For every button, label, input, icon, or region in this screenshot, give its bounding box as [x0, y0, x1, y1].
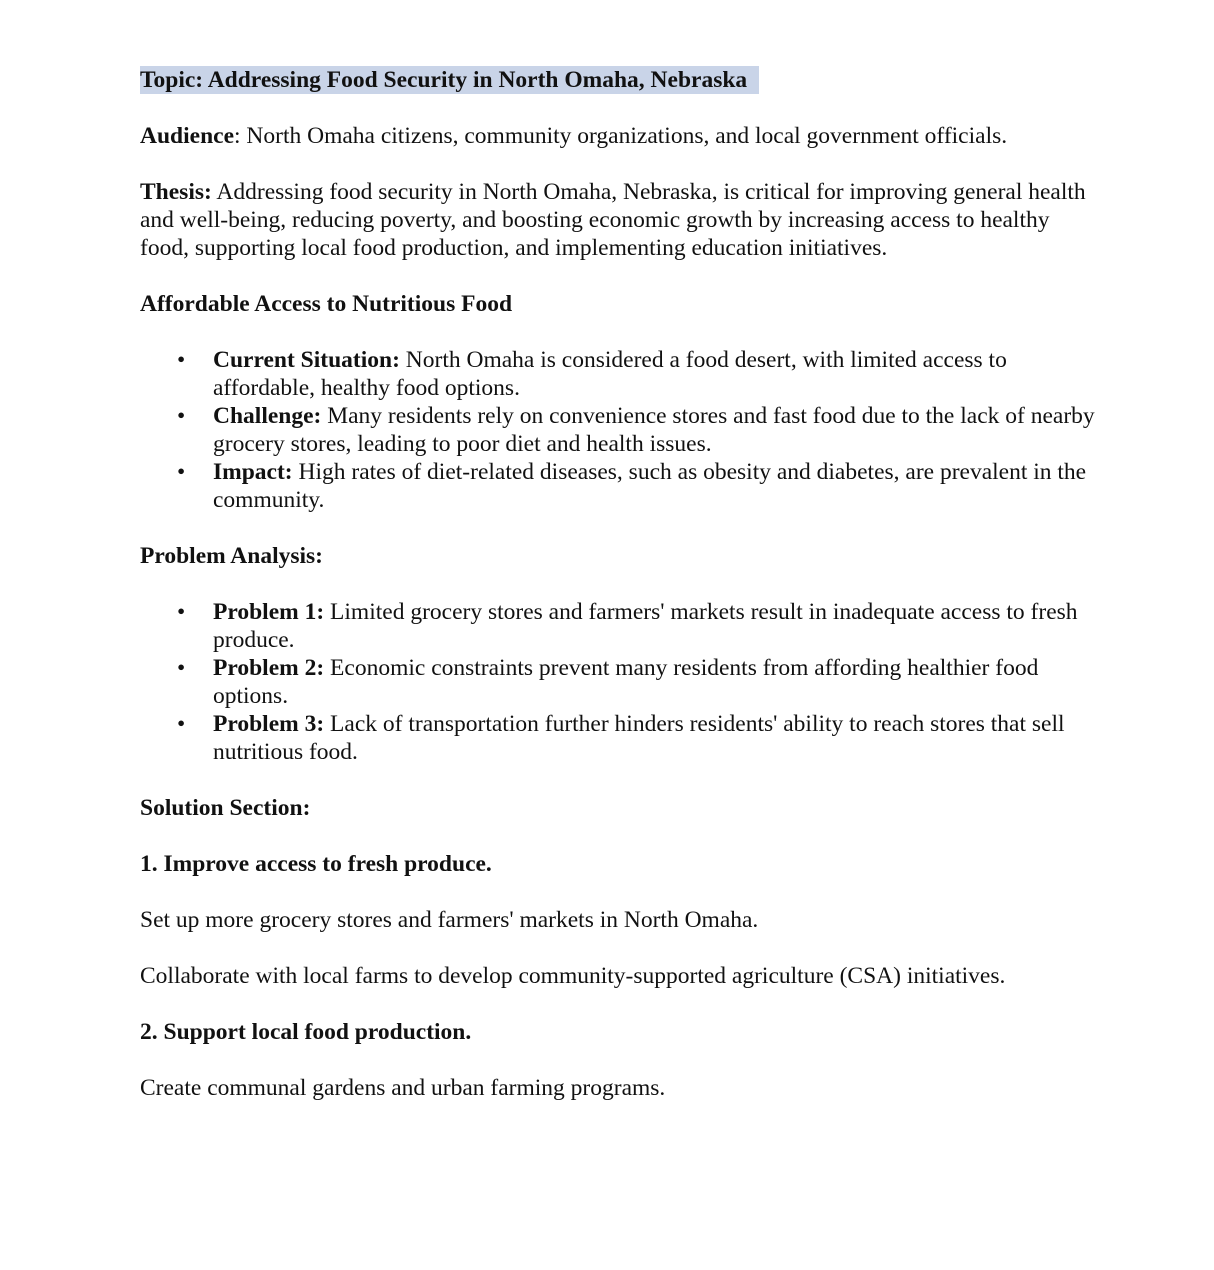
- list-item-text: Limited grocery stores and farmers' markets result in inadequate access to fresh produce.: [213, 599, 1078, 653]
- bullet-icon: •: [177, 403, 186, 429]
- topic-line[interactable]: [140, 66, 1100, 94]
- bullet-icon: •: [177, 347, 186, 373]
- list-item: [140, 458, 1100, 514]
- list-item-label: Current Situation:: [213, 347, 400, 373]
- list-item-text: Economic constraints prevent many residents from affording healthier food options.: [213, 655, 1039, 709]
- audience-text: : North Omaha citizens, community organizations, and local government officials.: [234, 123, 1008, 149]
- bullet-icon: •: [177, 599, 186, 625]
- thesis-label: Thesis:: [140, 179, 212, 205]
- solution-1-paragraph-2: Collaborate with local farms to develop community-supported agriculture (CSA) initiatives.: [140, 963, 1006, 989]
- thesis-text: Addressing food security in North Omaha, Nebraska, is critical for improving general health and well-being, reducing poverty, and boosting economic growth by increasing access to healthy food, supporting local food production, and implementing education initiatives.: [140, 179, 1086, 261]
- list-item-text: North Omaha is considered a food desert, with limited access to affordable, healthy food options.: [213, 347, 1007, 401]
- list-item: [140, 654, 1100, 710]
- problem-bullet-list: [140, 598, 1100, 766]
- list-item-text: High rates of diet-related diseases, such as obesity and diabetes, are prevalent in the community.: [213, 459, 1087, 513]
- list-item-label: Problem 2:: [213, 655, 325, 681]
- bullet-icon: •: [177, 711, 186, 737]
- section-heading-solutions: Solution Section:: [140, 795, 311, 821]
- bullet-icon: •: [177, 459, 186, 485]
- document-page: [140, 66, 1100, 1130]
- solution-subheading-2: 2. Support local food production.: [140, 1019, 472, 1045]
- solution-1-paragraph-1: Set up more grocery stores and farmers' markets in North Omaha.: [140, 907, 759, 933]
- list-item-text: Lack of transportation further hinders residents' ability to reach stores that sell nutritious food.: [213, 711, 1065, 765]
- list-item-text: Many residents rely on convenience stores and fast food due to the lack of nearby grocery stores, leading to poor diet and health issues.: [213, 403, 1095, 457]
- solution-2-paragraph-1: Create communal gardens and urban farming programs.: [140, 1075, 666, 1101]
- access-bullet-list: [140, 346, 1100, 514]
- list-item: [140, 710, 1100, 766]
- audience-paragraph: [140, 122, 1100, 150]
- list-item-label: Impact:: [213, 459, 293, 485]
- thesis-paragraph: [140, 178, 1100, 262]
- list-item-label: Problem 1:: [213, 599, 325, 625]
- solution-subheading-1: 1. Improve access to fresh produce.: [140, 851, 492, 877]
- list-item-label: Problem 3:: [213, 711, 325, 737]
- list-item: [140, 346, 1100, 402]
- list-item-label: Challenge:: [213, 403, 322, 429]
- list-item: [140, 402, 1100, 458]
- list-item: [140, 598, 1100, 654]
- section-heading-problem-analysis: Problem Analysis:: [140, 543, 324, 569]
- bullet-icon: •: [177, 655, 186, 681]
- audience-label: Audience: [140, 123, 234, 149]
- topic-highlight[interactable]: Topic: Addressing Food Security in North Omaha, Nebraska: [140, 66, 759, 94]
- section-heading-access: Affordable Access to Nutritious Food: [140, 291, 513, 317]
